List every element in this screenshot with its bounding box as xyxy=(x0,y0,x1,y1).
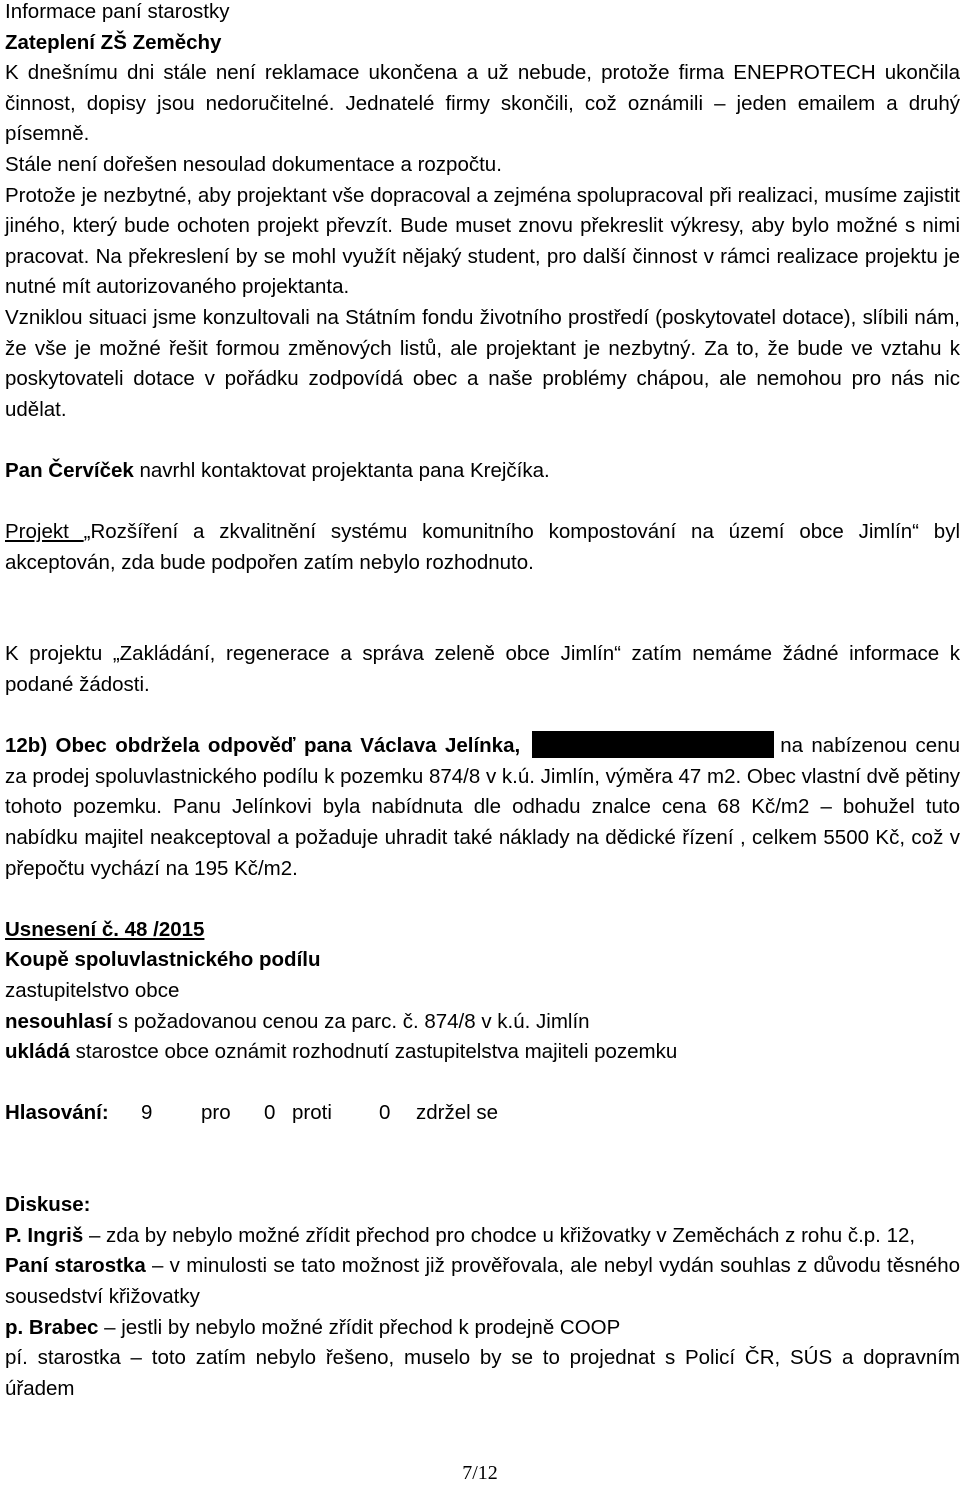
item-12b-lead: 12b) Obec obdržela odpověď pana Václava Jelínka, xyxy=(5,734,521,758)
paragraph-cervicek xyxy=(5,456,960,487)
decision-verb: nesouhlasí xyxy=(5,1009,113,1033)
discussion-text: – v minulosti se tato možnost již prověřovala, ale nebyl vydán souhlas z důvodu těsného sousedství křižovatky xyxy=(5,1254,960,1308)
discussion-label: Diskuse: xyxy=(5,1193,91,1217)
redaction-block xyxy=(532,731,774,758)
discussion-speaker: P. Ingriš xyxy=(5,1223,84,1247)
speaker-name: Pan Červíček xyxy=(5,458,134,482)
discussion-entry xyxy=(5,1251,960,1312)
spacer xyxy=(5,1068,960,1099)
paragraph-projekt-kompostovani xyxy=(5,517,960,578)
paragraph-projekt-zelen: K projektu „Zakládání, regenerace a správa zeleně obce Jimlín“ zatím nemáme žádné informace k podané žádosti. xyxy=(5,642,960,697)
spacer xyxy=(5,701,960,732)
resolution-decision-2 xyxy=(5,1037,960,1068)
paragraph-reklamace: K dnešnímu dni stále není reklamace ukončena a už nebude, protože firma ENEPROTECH ukončila činnost, dopisy jsou nedoručitelné. Jednatelé firmy skončili, což oznámili – jeden emailem a druhý písemně. xyxy=(5,61,960,146)
section-subtitle: Zateplení ZŠ Zeměchy xyxy=(5,30,222,54)
decision-text: starostce obce oznámit rozhodnutí zastupitelstva majiteli pozemku xyxy=(69,1040,678,1064)
discussion-text: pí. starostka – toto zatím nebylo řešeno, muselo by se to projednat s Policí ČR, SÚS a dopravním úřadem xyxy=(5,1346,960,1400)
vote-abstain-label: zdržel se xyxy=(416,1101,499,1125)
page-number: 7/12 xyxy=(462,1462,498,1484)
spacer xyxy=(5,425,960,456)
projekt-label: Projekt xyxy=(5,520,84,544)
speaker-text: navrhl kontaktovat projektanta pana Krejčíka. xyxy=(133,458,550,482)
spacer xyxy=(5,578,960,639)
discussion-text: – jestli by nebylo možné zřídit přechod k prodejně COOP xyxy=(98,1315,621,1339)
resolution-body: zastupitelstvo obce xyxy=(5,979,180,1002)
discussion-text: – zda by nebylo možné zřídit přechod pro chodce u křižovatky v Zeměchách z rohu č.p. 12, xyxy=(83,1223,916,1247)
discussion-entry xyxy=(5,1343,960,1404)
document-page xyxy=(5,0,960,1404)
discussion-speaker: p. Brabec xyxy=(5,1315,99,1339)
item-12b-text: na nabízenou cenu za prodej spoluvlastnického podílu k pozemku 874/8 v k.ú. Jimlín, výměra 47 m2. Obec vlastní dvě pětiny tohoto pozemku. Panu Jelínkovi byla nabídnuta dle odhadu znalce cena 68 Kč/m2 – bohužel tuto nabídku majitel neakceptoval a požaduje uhradit také náklady na dědické řízení , celkem 5500 Kč, což v přepočtu vychází na 195 Kč/m2. xyxy=(5,734,960,880)
resolution-title: Koupě spoluvlastnického podílu xyxy=(5,948,321,972)
resolution-decision-1 xyxy=(5,1007,960,1038)
vote-abstain-count: 0 xyxy=(379,1101,391,1125)
discussion-entry xyxy=(5,1313,960,1344)
resolution-number: Usnesení č. 48 /2015 xyxy=(5,917,205,941)
paragraph-projektant: Protože je nezbytné, aby projektant vše dopracoval a zejména spolupracoval při realizaci, musíme zajistit jiného, který bude ochoten projekt převzít. Bude muset znovu překreslit výkresy, aby bylo možné s nimi pracovat. Na překreslení by se mohl využít nějaký student, pro další činnost v rámci realizace projektu je nutné mít autorizovaného projektanta. xyxy=(5,183,960,299)
vote-label: Hlasování: xyxy=(5,1101,109,1125)
vote-for-label: pro xyxy=(201,1101,231,1125)
discussion-entry xyxy=(5,1221,960,1252)
section-title: Informace paní starostky xyxy=(5,0,230,23)
paragraph-12b xyxy=(5,731,960,884)
vote-against-label: proti xyxy=(292,1101,332,1125)
decision-text: s požadovanou cenou za parc. č. 874/8 v k.ú. Jimlín xyxy=(112,1009,590,1033)
spacer xyxy=(5,487,960,518)
paragraph-statni-fond: Vzniklou situaci jsme konzultovali na Státním fondu životního prostředí (poskytovatel dotace), slíbili nám, že vše je možné řešit formou změnových listů, ale projektant je nezbytný. Za to, že bude ve vztahu k poskytovateli dotace v pořádku zodpovídá obec a naše problémy chápou, ale nemohou pro nás nic udělat. xyxy=(5,305,960,421)
paragraph-nesoulad: Stále není dořešen nesoulad dokumentace a rozpočtu. xyxy=(5,152,502,176)
vote-against-count: 0 xyxy=(264,1101,276,1125)
discussion-speaker: Paní starostka xyxy=(5,1254,146,1278)
vote-for-count: 9 xyxy=(141,1101,153,1125)
spacer xyxy=(5,1129,960,1190)
spacer xyxy=(5,884,960,915)
projekt-text: „Rozšíření a zkvalitnění systému komunitního kompostování na území obce Jimlín“ byl akceptován, zda bude podpořen zatím nebylo rozhodnuto. xyxy=(5,520,960,574)
decision-verb: ukládá xyxy=(5,1040,70,1064)
vote-line xyxy=(5,1098,960,1129)
